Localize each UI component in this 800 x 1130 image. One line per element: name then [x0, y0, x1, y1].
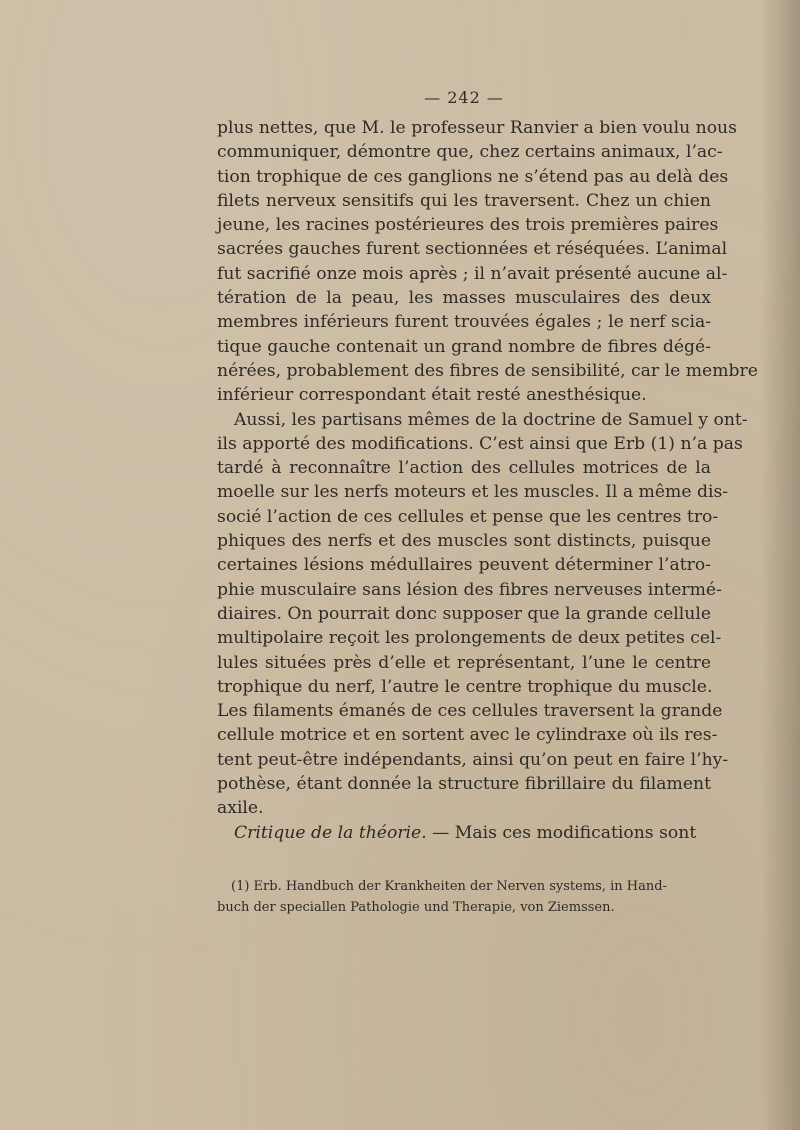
section-heading-italic: Critique de la théorie.	[234, 822, 427, 843]
text-line: socié l’action de ces cellules et pense que les centres tro-	[217, 506, 719, 527]
text-line: tération de la peau, les masses musculaires des deux	[217, 288, 711, 309]
text-line-rest: — Mais ces modifications sont	[426, 822, 697, 843]
text-line: tent peut-être indépendants, ainsi qu’on peut en faire l’hy-	[217, 749, 729, 770]
text-line: membres inférieurs furent trouvées égales ; le nerf scia-	[217, 312, 711, 333]
text-line: pothèse, étant donnée la structure fibrillaire du filament	[217, 774, 711, 795]
page-number: — 242 —	[424, 88, 504, 107]
body-text	[217, 116, 758, 845]
paragraph	[217, 408, 748, 821]
footnote-line: (1) Erb. Handbuch der Krankheiten der Nerven systems, in Hand-	[231, 879, 667, 894]
text-line: jeune, les racines postérieures des trois premières paires	[217, 215, 719, 236]
text-line: filets nerveux sensitifs qui les traversent. Chez un chien	[217, 190, 711, 211]
text-line: tardé à reconnaître l’action des cellules motrices de la	[217, 458, 711, 479]
text-line: phie musculaire sans lésion des fibres nerveuses intermé-	[217, 579, 722, 600]
paragraph	[217, 116, 758, 408]
text-line: phiques des nerfs et des muscles sont distincts, puisque	[217, 531, 711, 552]
text-line: ils apporté des modifications. C’est ainsi que Erb (1) n’a pas	[217, 433, 743, 454]
text-line: tique gauche contenait un grand nombre de fibres dégé-	[217, 336, 711, 357]
text-line: Aussi, les partisans mêmes de la doctrine de Samuel y ont-	[234, 409, 748, 430]
text-line: multipolaire reçoit les prolongements de deux petites cel-	[217, 628, 722, 649]
text-line: plus nettes, que M. le professeur Ranvier a bien voulu nous	[217, 118, 737, 138]
text-line: axile.	[217, 798, 264, 819]
text-line: diaires. On pourrait donc supposer que la grande cellule	[217, 603, 712, 624]
text-line: sacrées gauches furent sectionnées et réséquées. L’animal	[217, 239, 728, 260]
text-line: cellule motrice et en sortent avec le cylindraxe où ils res-	[217, 725, 718, 746]
text-line: lules situées près d’elle et représentant, l’une le centre	[217, 652, 711, 673]
text-line: inférieur correspondant était resté anesthésique.	[217, 385, 647, 406]
text-line: nérées, probablement des fibres de sensibilité, car le membre	[217, 360, 758, 381]
text-line: communiquer, démontre que, chez certains animaux, l’ac-	[217, 142, 723, 163]
text-line: Les filaments émanés de ces cellules traversent la grande	[217, 701, 723, 722]
page-edge-shadow	[760, 0, 800, 1130]
text-line: fut sacrifié onze mois après ; il n’avait présenté aucune al-	[217, 263, 728, 284]
text-line: certaines lésions médullaires peuvent déterminer l’atro-	[217, 555, 711, 576]
text-line	[217, 821, 711, 845]
footnote-line: buch der speciallen Pathologie und Therapie, von Ziemssen.	[217, 900, 615, 915]
text-line: tion trophique de ces ganglions ne s’étend pas au delà des	[217, 166, 729, 187]
footnote	[217, 876, 711, 918]
text-line: moelle sur les nerfs moteurs et les muscles. Il a même dis-	[217, 482, 729, 503]
text-line: trophique du nerf, l’autre le centre trophique du muscle.	[217, 676, 713, 697]
paragraph	[217, 821, 711, 845]
